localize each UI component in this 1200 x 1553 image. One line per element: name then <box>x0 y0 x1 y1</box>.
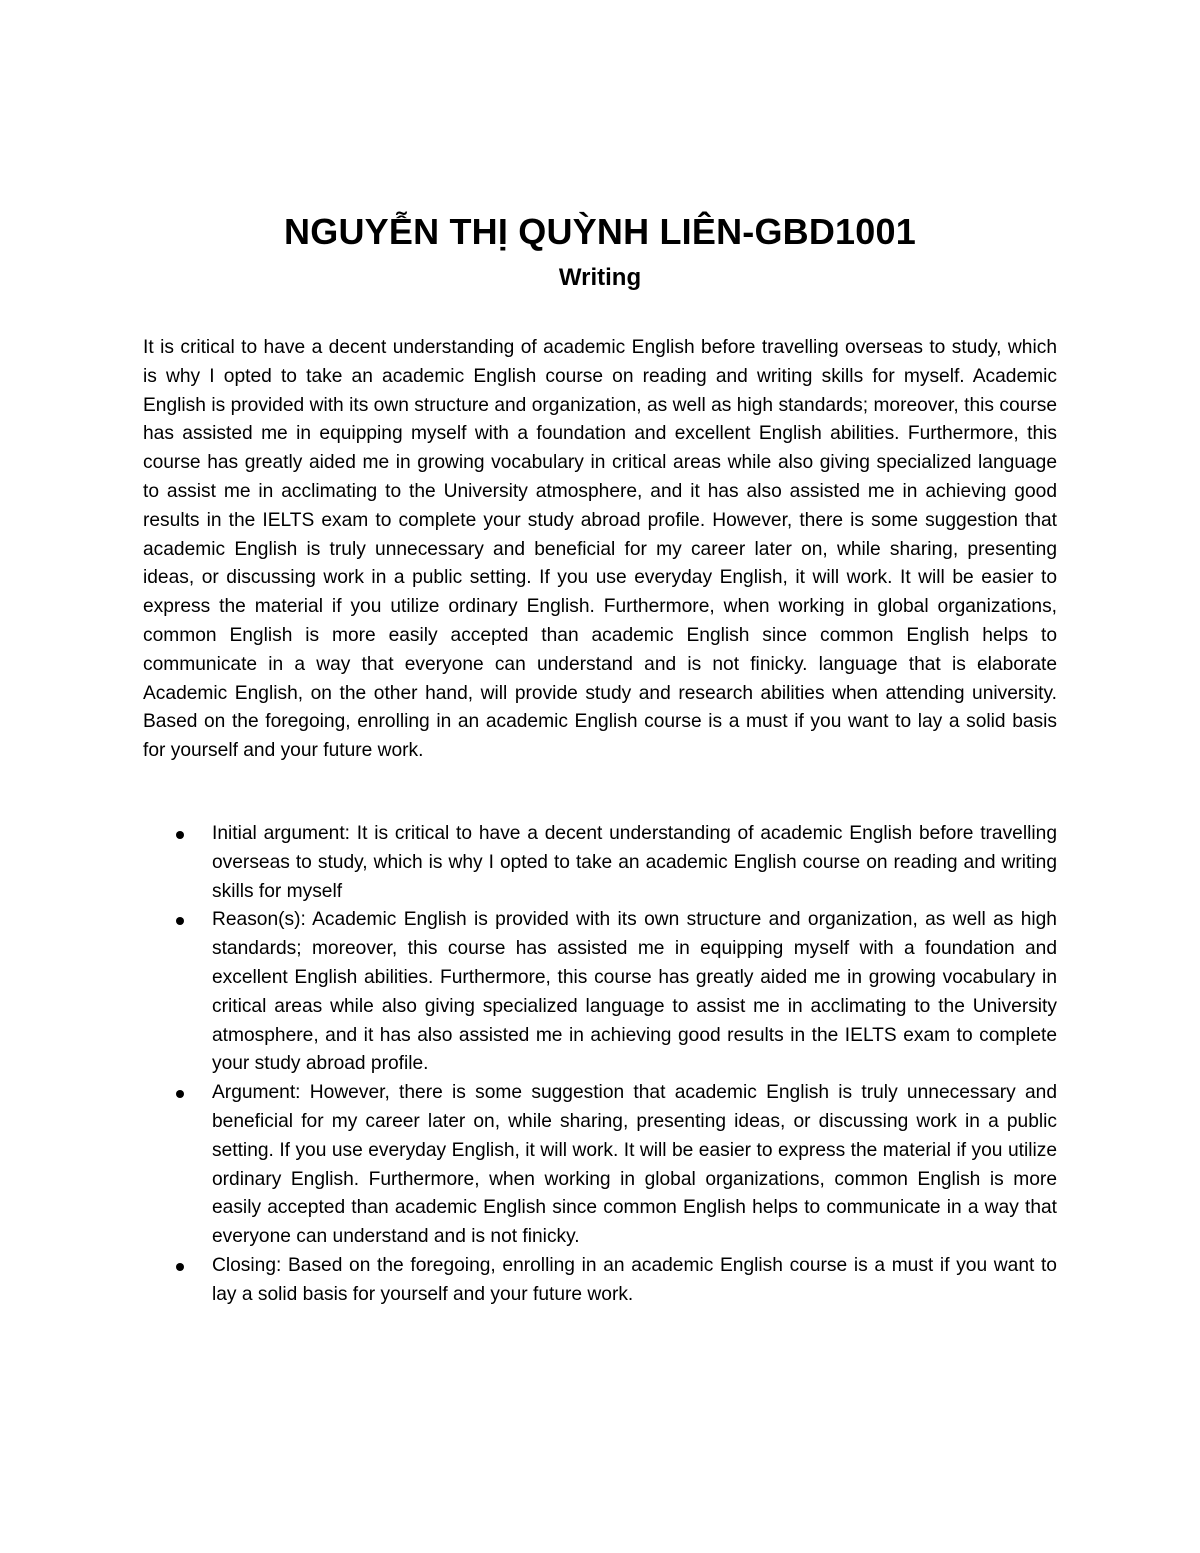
bullet-initial-argument <box>143 820 1057 906</box>
document-subtitle: Writing <box>558 264 642 291</box>
bullet-text: However, there is some suggestion that academic English is truly unnecessary and beneficial for my career later on, while sharing, presenting ideas, or discussing work in a public setting. If you use everyday English, it will work. It will be easier to express the material if you utilize ordinary English. Furthermore, when working in global organizations, common English is more easily accepted than academic English since common English helps to communicate in a way that everyone can understand and is not finicky. <box>212 1082 1057 1248</box>
bullet-argument <box>143 1079 1057 1252</box>
bullet-dot-icon <box>176 1263 184 1271</box>
bullet-label: Closing: <box>212 1254 288 1276</box>
bullet-text: Based on the foregoing, enrolling in an academic English course is a must if you want to lay a solid basis for yourself and your future work. <box>212 1254 1057 1305</box>
bullet-text: Academic English is provided with its own structure and organization, as well as high standards; moreover, this course has assisted me in equipping myself with a foundation and excellent English abilities. Furthermore, this course has greatly aided me in growing vocabulary in critical areas while also giving specialized language to assist me in acclimating to the University atmosphere, and it has also assisted me in achieving good results in the IELTS exam to complete your study abroad profile. <box>212 909 1057 1075</box>
document-title: NGUYỄN THỊ QUỲNH LIÊN-GBD1001 <box>284 211 916 252</box>
bullet-reasons <box>143 906 1057 1079</box>
bullet-label: Reason(s): <box>212 909 313 931</box>
bullet-label: Initial argument: <box>212 823 357 844</box>
bullet-dot-icon <box>176 917 184 925</box>
bullet-dot-icon <box>176 1090 184 1098</box>
bullet-closing <box>143 1252 1057 1310</box>
bullet-label: Argument: <box>212 1082 310 1104</box>
bullet-dot-icon <box>176 831 184 839</box>
body-paragraph: It is critical to have a decent understanding of academic English before travelling overseas to study, which is why I opted to take an academic English course on reading and writing skills for myself. Academic English is provided with its own structure and organization, as well as high standards; moreover, this course has assisted me in equipping myself with a foundation and excellent English abilities. Furthermore, this course has greatly aided me in growing vocabulary in critical areas while also giving specialized language to assist me in acclimating to the University atmosphere, and it has also assisted me in achieving good results in the IELTS exam to complete your study abroad profile. However, there is some suggestion that academic English is truly unnecessary and beneficial for my career later on, while sharing, presenting ideas, or discussing work in a public setting. If you use everyday English, it will work. It will be easier to express the material if you utilize ordinary English. Furthermore, when working in global organizations, common English is more easily accepted than academic English since common English helps to communicate in a way that everyone can understand and is not finicky. language that is elaborate Academic English, on the other hand, will provide study and research abilities when attending university. Based on the foregoing, enrolling in an academic English course is a must if you want to lay a solid basis for yourself and your future work. <box>143 337 1057 762</box>
bullet-text: It is critical to have a decent understanding of academic English before travelling overseas to study, which is why I opted to take an academic English course on reading and writing skills for myself <box>212 823 1057 902</box>
argument-outline-list <box>143 820 1057 1310</box>
